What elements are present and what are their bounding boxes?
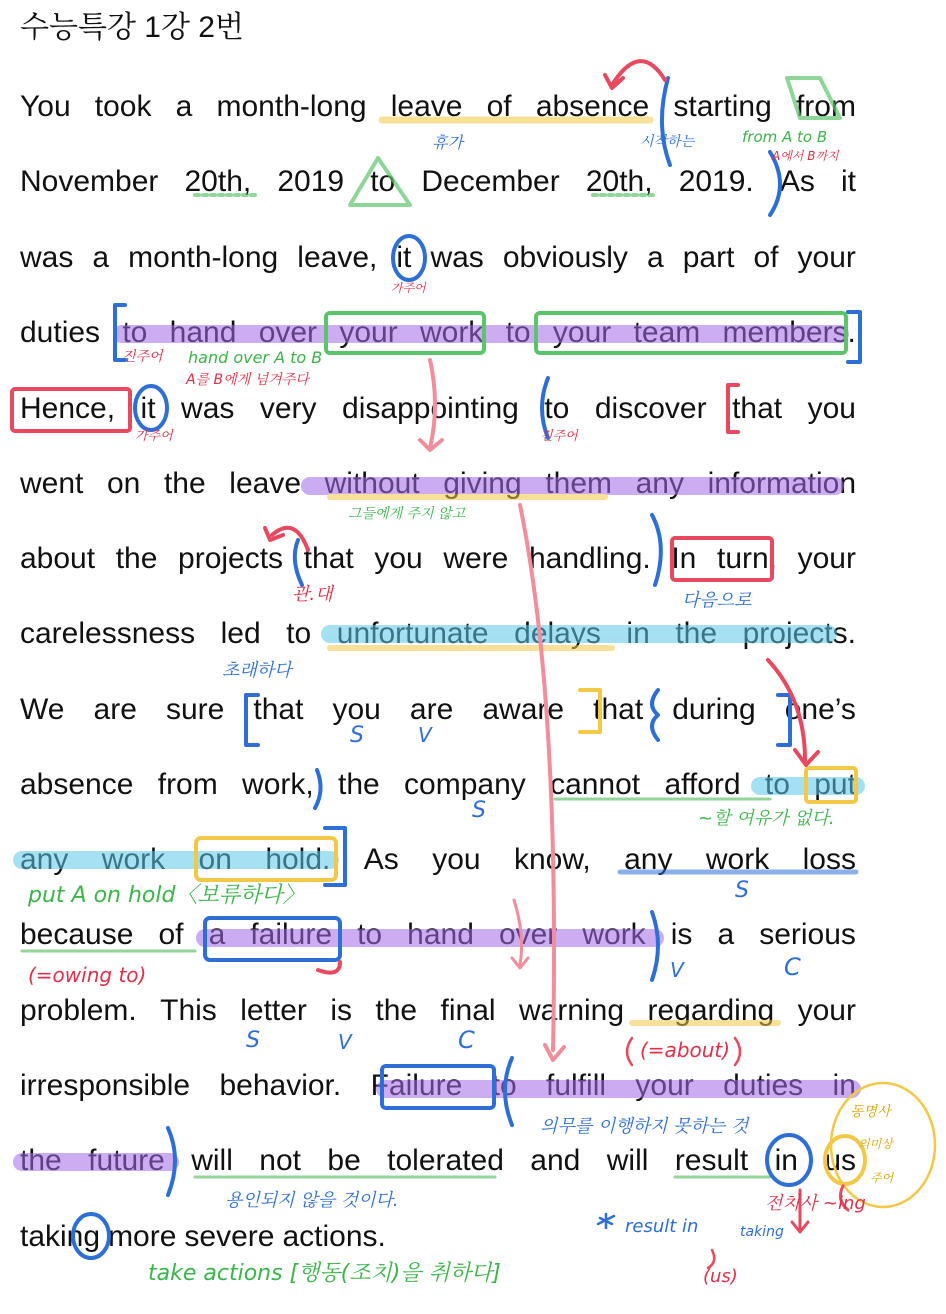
word: that: [303, 542, 354, 575]
note-gajueo-1: 가주어: [391, 281, 426, 295]
word: them: [545, 467, 612, 500]
note-jueo: 주어: [870, 1171, 894, 1185]
word: you: [332, 693, 381, 726]
passage-line: [20, 389, 856, 429]
note-uimu: 의무를 이행하지 못하는 것: [540, 1116, 749, 1137]
passage-line: [20, 614, 856, 654]
word: on: [198, 843, 232, 876]
paren-about-close: [735, 1038, 740, 1065]
arrow-short-down-head: [512, 958, 528, 968]
arrow-to-put-head: [795, 750, 818, 765]
word: of: [158, 918, 184, 951]
word: a: [646, 241, 664, 274]
word: because: [20, 918, 134, 951]
word: irresponsible: [20, 1069, 191, 1102]
word: us: [824, 1144, 856, 1177]
word: to: [505, 316, 531, 349]
word: you: [807, 392, 856, 425]
word: any: [635, 467, 684, 500]
word: We: [20, 693, 65, 726]
word: loss: [802, 843, 856, 876]
word: work: [582, 918, 646, 951]
word: you: [374, 542, 423, 575]
arrow-long-down-head: [545, 1045, 564, 1060]
word: actions.: [282, 1220, 386, 1253]
word: disappointing: [342, 392, 519, 425]
note-about: (=about): [640, 1038, 731, 1062]
word: during: [672, 693, 756, 726]
word: that: [593, 693, 644, 726]
note-owing-to: (=owing to): [28, 963, 147, 987]
word: are: [409, 693, 454, 726]
word: projects: [178, 542, 284, 575]
word: a: [717, 918, 735, 951]
passage-line: [20, 915, 856, 955]
word: put: [814, 768, 856, 801]
word: afford: [664, 768, 741, 801]
word: work: [101, 843, 166, 876]
word: discover: [594, 392, 707, 425]
word: duties: [20, 316, 101, 349]
word: This: [160, 994, 217, 1027]
word: starting: [673, 90, 772, 123]
note-jinjueo-2: 진주어: [540, 429, 578, 444]
word: information: [707, 467, 856, 500]
note-take-actions: take actions [행동(조치)을 취하다]: [148, 1261, 501, 1286]
word: November: [20, 165, 159, 198]
word: projects.: [742, 617, 856, 650]
word: over: [498, 918, 558, 951]
page-title: 수능특강 1강 2번: [20, 11, 244, 44]
word: without: [324, 467, 420, 500]
passage-line: [20, 840, 856, 880]
word: very: [259, 392, 317, 425]
word: to: [544, 392, 570, 425]
note-sijakhaneun: 시작하는: [640, 134, 695, 150]
word: in: [626, 617, 650, 650]
word: As: [363, 843, 399, 876]
word: went: [20, 467, 84, 500]
word: carelessness: [20, 617, 196, 650]
note-gajueo-2: 가주어: [135, 429, 173, 444]
word: on: [106, 467, 141, 500]
word: more: [108, 1220, 177, 1253]
word: turn,: [716, 542, 778, 575]
word: was: [20, 241, 74, 274]
word: you: [432, 843, 481, 876]
word: absence: [535, 90, 650, 123]
word: one’s: [784, 693, 856, 726]
word: problem.: [20, 994, 137, 1027]
note-s-2: S: [472, 798, 486, 823]
passage-line: [20, 765, 856, 805]
note-hal-yeoyu: ~할 여유가 없다.: [698, 808, 835, 829]
note-s-1: S: [350, 723, 364, 748]
passage-line: [20, 539, 856, 579]
word: 2019.: [678, 165, 754, 198]
note-c-2: C: [458, 1026, 475, 1054]
word: be: [327, 1144, 361, 1177]
note-dongmyeongsa: 동명사: [850, 1104, 891, 1120]
word: In: [671, 542, 697, 575]
word: is: [330, 994, 352, 1027]
word: is: [670, 918, 693, 951]
word: to: [370, 165, 396, 198]
arrow-down-1-head: [420, 440, 442, 450]
word: month-long: [216, 90, 367, 123]
note-hyuga: 휴가: [432, 133, 463, 152]
word: over: [258, 316, 318, 349]
word: leave: [229, 467, 302, 500]
word: it: [140, 392, 156, 425]
word: the: [20, 1144, 62, 1177]
word: the: [338, 768, 380, 801]
word: will: [191, 1144, 233, 1177]
word: behavior.: [219, 1069, 342, 1102]
word: 20th,: [585, 165, 653, 198]
word: led: [220, 617, 261, 650]
word: work,: [242, 768, 314, 801]
word: regarding: [647, 994, 775, 1027]
word: to: [286, 617, 312, 650]
word: result: [674, 1144, 749, 1177]
arrow-failure-curl: [318, 962, 340, 973]
word: it: [396, 241, 412, 274]
passage-line: [20, 1141, 856, 1181]
note-a-eseo-b-kkaji: A에서 B까지: [772, 149, 839, 163]
word: Hence,: [20, 392, 116, 425]
note-v-1: V: [418, 723, 432, 747]
word: the: [163, 467, 206, 500]
word: absence: [20, 768, 134, 801]
note-jinjueo-1: 진주어: [122, 349, 163, 365]
note-a-reul-b-ege: A를 B에게 넘겨주다: [186, 372, 309, 388]
word: leave: [390, 90, 463, 123]
word: part: [682, 241, 735, 274]
word: your: [797, 542, 856, 575]
word: not: [259, 1144, 301, 1177]
note-s-3: S: [735, 878, 749, 903]
word: a: [208, 918, 226, 951]
word: and: [530, 1144, 581, 1177]
note-from-a-to-b: from A to B: [742, 128, 828, 146]
word: of: [486, 90, 512, 123]
word: duties: [723, 1069, 804, 1102]
word: You: [20, 90, 71, 123]
word: the: [115, 542, 158, 575]
word: sure: [165, 693, 225, 726]
word: failure: [250, 918, 333, 951]
paren-about-open: [627, 1038, 632, 1065]
word: warning: [518, 994, 625, 1027]
word: to: [764, 768, 790, 801]
word: a: [92, 241, 110, 274]
note-put-a-on-hold: put A on hold〈보류하다〉: [28, 883, 305, 908]
word: cannot: [550, 768, 641, 801]
word: from: [795, 90, 856, 123]
word: to: [122, 316, 148, 349]
word: your: [635, 1069, 694, 1102]
word: December: [421, 165, 560, 198]
word: the: [675, 617, 718, 650]
word: to: [357, 918, 383, 951]
note-yongin: 용인되지 않을 것이다.: [225, 1190, 399, 1211]
word: will: [606, 1144, 649, 1177]
word: severe: [184, 1220, 275, 1253]
word: tolerated: [387, 1144, 504, 1177]
note-c-1: C: [784, 953, 801, 981]
word: the: [375, 994, 418, 1027]
word: work: [705, 843, 770, 876]
passage-line: [20, 87, 856, 127]
note-uimisang: 의미상: [858, 1137, 893, 1151]
word: to: [491, 1069, 517, 1102]
note-result-in: result in: [625, 1216, 699, 1237]
word: your: [339, 316, 398, 349]
passage-line: [20, 1066, 856, 1106]
word: are: [93, 693, 137, 726]
word: 20th,: [184, 165, 252, 198]
word: your: [552, 316, 612, 349]
word: your: [797, 241, 856, 274]
word: any: [20, 843, 69, 876]
word: about: [20, 542, 96, 575]
word: obviously: [502, 241, 628, 274]
word: a: [175, 90, 193, 123]
note-s-4: S: [246, 1028, 260, 1053]
word: company: [404, 768, 526, 801]
note-v-3: V: [338, 1030, 352, 1054]
word: aware: [482, 693, 565, 726]
word: fulfill: [546, 1069, 607, 1102]
passage-line: [20, 1217, 856, 1257]
passage-line: [20, 162, 856, 202]
word: was: [181, 392, 235, 425]
note-v-2: V: [670, 958, 684, 982]
word: that: [253, 693, 304, 726]
word: giving: [443, 467, 522, 500]
word: leave,: [297, 241, 378, 274]
note-taking: taking: [740, 1224, 784, 1240]
word: members.: [722, 316, 856, 349]
word: work: [419, 316, 484, 349]
passage-line: [20, 238, 856, 278]
note-choraehada: 초래하다: [222, 660, 292, 681]
passage-line: [20, 690, 856, 730]
note-us: (us): [703, 1266, 738, 1287]
word: any: [624, 843, 673, 876]
note-geudeul-ege: 그들에게 주지 않고: [348, 506, 466, 522]
word: from: [157, 768, 218, 801]
note-daeumeuro: 다음으로: [682, 590, 752, 611]
word: took: [94, 90, 152, 123]
word: know,: [513, 843, 591, 876]
arrow-starting-curl: [612, 61, 665, 85]
passage-line: [20, 464, 856, 504]
word: it: [841, 165, 856, 198]
word: in: [774, 1144, 798, 1177]
word: As: [779, 165, 815, 198]
word: 2019: [277, 165, 345, 198]
word: that: [732, 392, 783, 425]
passage-line: [20, 991, 856, 1031]
word: serious: [759, 918, 856, 951]
word: in: [832, 1069, 856, 1102]
word: handling.: [528, 542, 651, 575]
note-jeonchisa: 전치사 ~ing: [765, 1193, 866, 1214]
word: hand: [169, 316, 237, 349]
word: was: [430, 241, 484, 274]
passage-line: [20, 313, 856, 353]
note-gwandae: 관.대: [292, 584, 333, 605]
word: team: [633, 316, 701, 349]
word: letter: [240, 994, 307, 1027]
word: Failure: [370, 1069, 463, 1102]
word: taking: [20, 1220, 101, 1253]
word: hold.: [265, 843, 331, 876]
word: future: [88, 1144, 165, 1177]
word: of: [753, 241, 779, 274]
word: hand: [407, 918, 474, 951]
word: month-long: [128, 241, 279, 274]
word: were: [443, 542, 509, 575]
word: delays: [514, 617, 601, 650]
word: final: [440, 994, 496, 1027]
word: your: [797, 994, 856, 1027]
note-hand-over-a-to-b: hand over A to B: [188, 348, 323, 367]
word: unfortunate: [336, 617, 489, 650]
